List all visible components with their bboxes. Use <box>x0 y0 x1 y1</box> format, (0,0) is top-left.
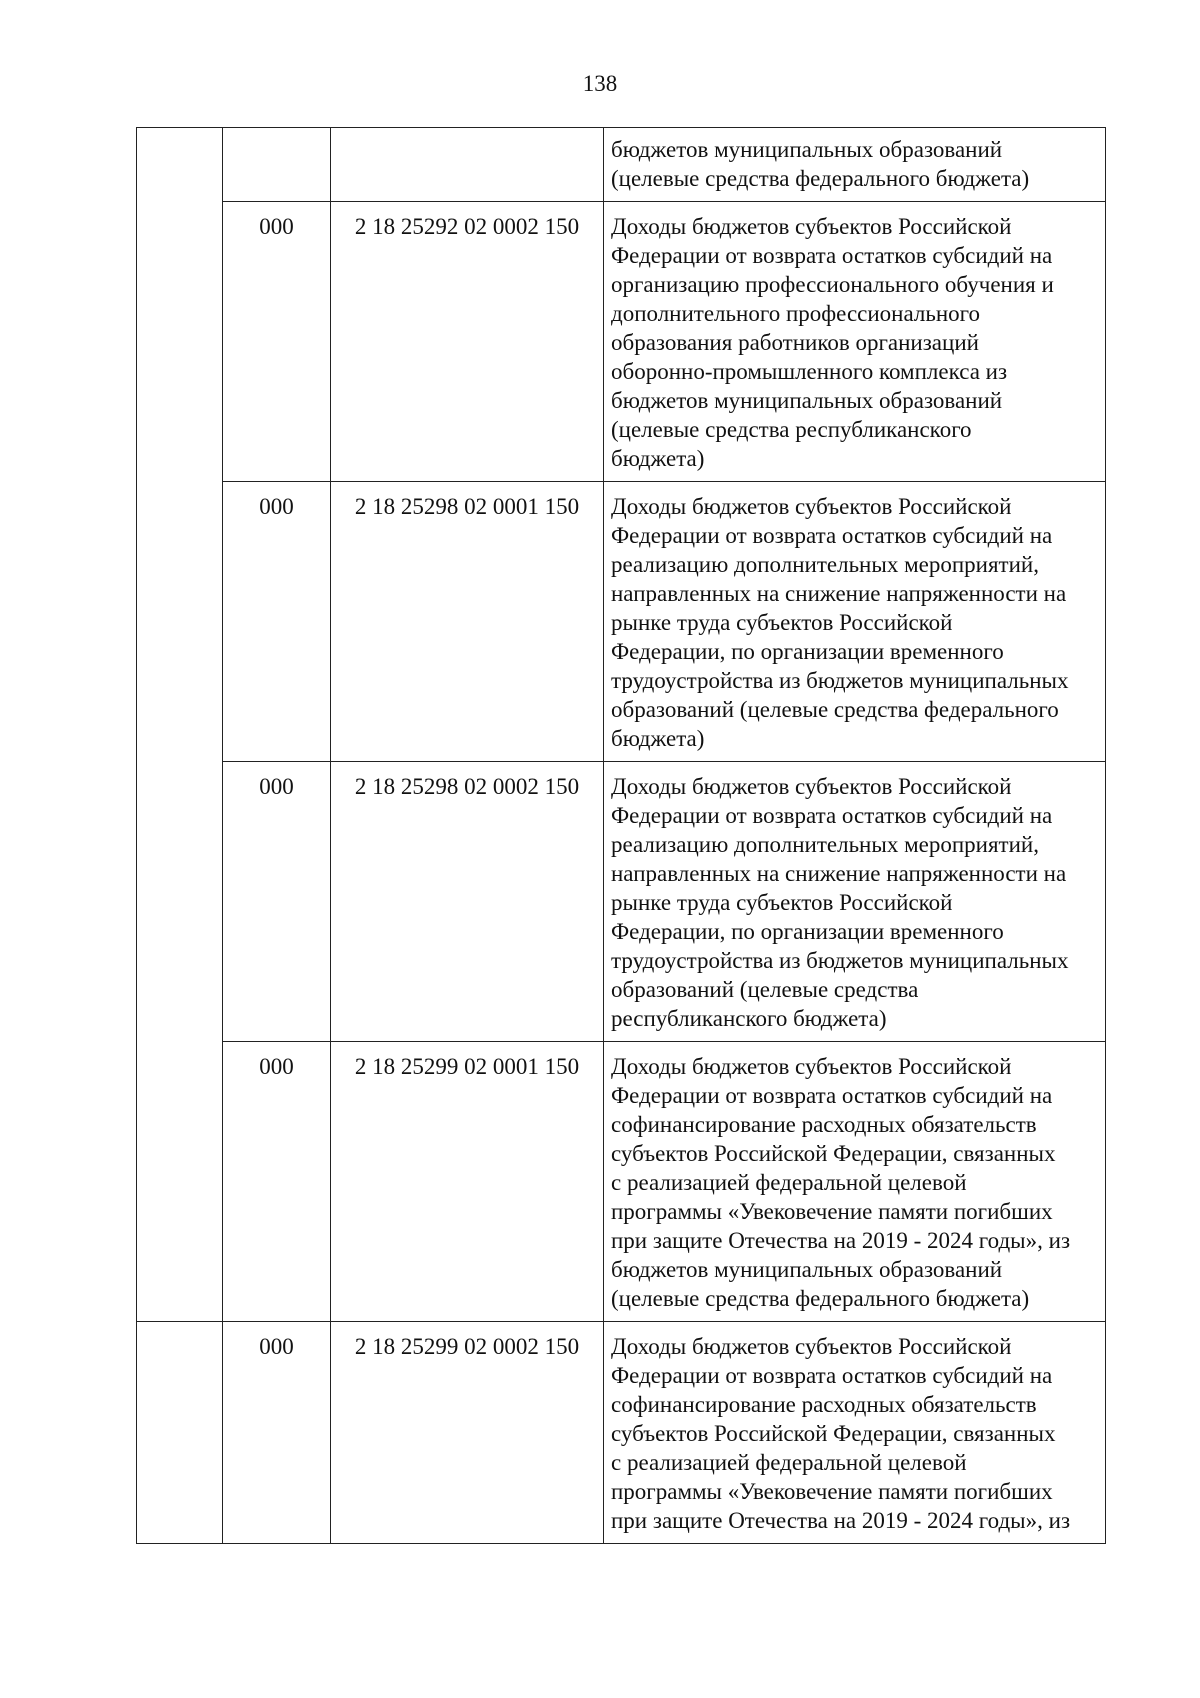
table-body <box>137 128 1106 1544</box>
group-cell <box>137 202 223 482</box>
description-line: программы «Увековечение памяти погибших <box>611 1199 1053 1224</box>
description-line: субъектов Российской Федерации, связанных <box>611 1421 1056 1446</box>
description-line: реализацию дополнительных мероприятий, <box>611 552 1039 577</box>
group-cell <box>137 1042 223 1322</box>
description-line: с реализацией федеральной целевой <box>611 1170 967 1195</box>
table-row <box>137 762 1106 1042</box>
description-line: реализацию дополнительных мероприятий, <box>611 832 1039 857</box>
description-line: Доходы бюджетов субъектов Российской <box>611 214 1012 239</box>
admin-code-cell: 000 <box>223 1322 331 1544</box>
description-line: при защите Отечества на 2019 - 2024 годы», из <box>611 1508 1071 1533</box>
description-line: бюджетов муниципальных образований <box>611 137 1003 162</box>
description-line: организацию профессионального обучения и <box>611 272 1054 297</box>
description-line: Федерации от возврата остатков субсидий на <box>611 523 1053 548</box>
description-line: софинансирование расходных обязательств <box>611 1112 1037 1137</box>
description-line: Федерации от возврата остатков субсидий на <box>611 243 1053 268</box>
admin-code-cell <box>223 128 331 202</box>
description-cell <box>604 128 1106 202</box>
admin-code-cell: 000 <box>223 1042 331 1322</box>
description-line: бюджетов муниципальных образований <box>611 1257 1003 1282</box>
description-cell <box>604 1042 1106 1322</box>
group-cell <box>137 128 223 202</box>
description-line: софинансирование расходных обязательств <box>611 1392 1037 1417</box>
revenue-codes-table <box>136 127 1106 1544</box>
description-line: бюджета) <box>611 726 705 751</box>
budget-code-cell: 2 18 25292 02 0002 150 <box>331 202 604 482</box>
description-line: образования работников организаций <box>611 330 979 355</box>
description-cell <box>604 1322 1106 1544</box>
group-cell <box>137 482 223 762</box>
description-line: при защите Отечества на 2019 - 2024 годы», из <box>611 1228 1071 1253</box>
group-cell <box>137 762 223 1042</box>
table-row <box>137 1042 1106 1322</box>
description-cell <box>604 762 1106 1042</box>
description-line: Доходы бюджетов субъектов Российской <box>611 774 1012 799</box>
description-line: (целевые средства республиканского <box>611 417 972 442</box>
description-line: дополнительного профессионального <box>611 301 981 326</box>
table-row <box>137 128 1106 202</box>
description-cell <box>604 202 1106 482</box>
description-line: трудоустройства из бюджетов муниципальных <box>611 668 1069 693</box>
admin-code-cell: 000 <box>223 762 331 1042</box>
description-line: Федерации от возврата остатков субсидий на <box>611 803 1053 828</box>
description-line: субъектов Российской Федерации, связанных <box>611 1141 1056 1166</box>
budget-code-cell: 2 18 25299 02 0002 150 <box>331 1322 604 1544</box>
description-line: программы «Увековечение памяти погибших <box>611 1479 1053 1504</box>
description-line: бюджетов муниципальных образований <box>611 388 1003 413</box>
budget-code-cell: 2 18 25298 02 0001 150 <box>331 482 604 762</box>
description-line: бюджета) <box>611 446 705 471</box>
table-row <box>137 202 1106 482</box>
description-line: рынке труда субъектов Российской <box>611 890 953 915</box>
group-cell <box>137 1322 223 1544</box>
description-line: (целевые средства федерального бюджета) <box>611 166 1030 191</box>
budget-code-cell: 2 18 25298 02 0002 150 <box>331 762 604 1042</box>
description-line: трудоустройства из бюджетов муниципальных <box>611 948 1069 973</box>
description-line: Федерации, по организации временного <box>611 639 1004 664</box>
description-line: республиканского бюджета) <box>611 1006 887 1031</box>
description-line: рынке труда субъектов Российской <box>611 610 953 635</box>
table-row <box>137 482 1106 762</box>
description-line: образований (целевые средства федерального <box>611 697 1059 722</box>
description-line: оборонно-промышленного комплекса из <box>611 359 1008 384</box>
description-cell <box>604 482 1106 762</box>
description-line: Доходы бюджетов субъектов Российской <box>611 494 1012 519</box>
description-line: Федерации от возврата остатков субсидий на <box>611 1083 1053 1108</box>
description-line: Доходы бюджетов субъектов Российской <box>611 1054 1012 1079</box>
budget-code-cell: 2 18 25299 02 0001 150 <box>331 1042 604 1322</box>
page-number: 138 <box>582 71 618 96</box>
description-line: Федерации, по организации временного <box>611 919 1004 944</box>
description-line: с реализацией федеральной целевой <box>611 1450 967 1475</box>
admin-code-cell: 000 <box>223 482 331 762</box>
description-line: направленных на снижение напряженности на <box>611 581 1067 606</box>
table-row <box>137 1322 1106 1544</box>
description-line: (целевые средства федерального бюджета) <box>611 1286 1030 1311</box>
description-line: направленных на снижение напряженности на <box>611 861 1067 886</box>
admin-code-cell: 000 <box>223 202 331 482</box>
description-line: образований (целевые средства <box>611 977 919 1002</box>
description-line: Федерации от возврата остатков субсидий на <box>611 1363 1053 1388</box>
description-line: Доходы бюджетов субъектов Российской <box>611 1334 1012 1359</box>
budget-code-cell <box>331 128 604 202</box>
